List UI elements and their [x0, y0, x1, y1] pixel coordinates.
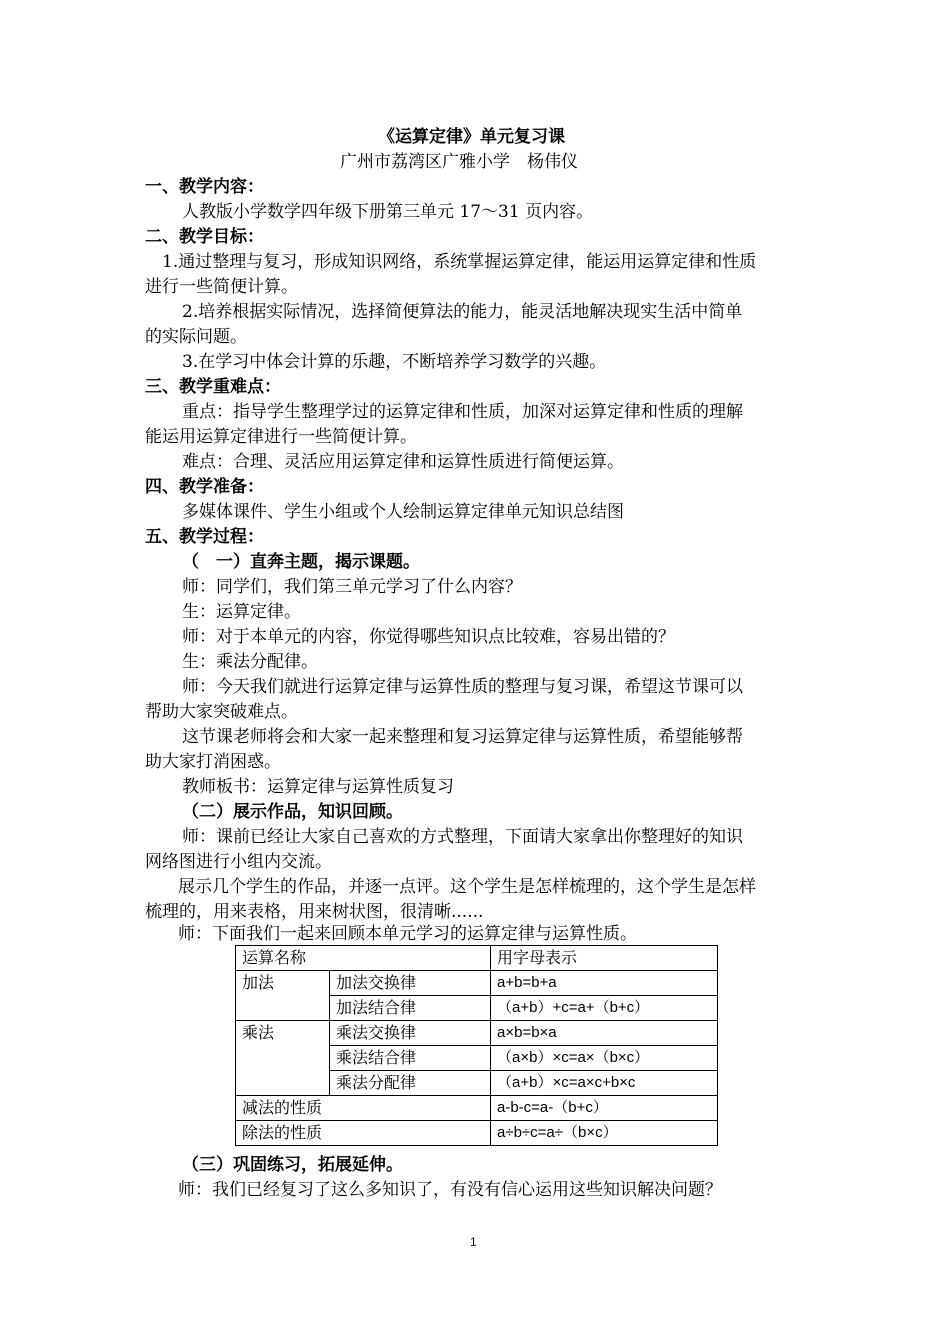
dialogue-11: 师：我们已经复习了这么多知识了，有没有信心运用这些知识解决问题？	[178, 1180, 722, 1200]
table-cell-formula: （a+b）×c=a×c+b×c	[491, 1071, 718, 1096]
part-3-heading: （三）巩固练习，拓展延伸。	[182, 1155, 403, 1175]
dialogue-10: 师：下面我们一起来回顾本单元学习的运算定律与运算性质。	[178, 924, 637, 944]
dialogue-6-line-1: 这节课老师将会和大家一起来整理和复习运算定律与运算性质，希望能够帮	[182, 727, 743, 747]
table-group-addition: 加法	[236, 971, 330, 1021]
section-heading-content: 一、教学内容：	[145, 177, 264, 197]
content-text: 人教版小学数学四年级下册第三单元 17～31 页内容。	[182, 202, 594, 222]
table-row	[236, 946, 718, 971]
table-cell-name: 加法结合律	[330, 996, 491, 1021]
table-cell-name: 乘法交换律	[330, 1021, 491, 1046]
table-cell-name: 乘法分配律	[330, 1071, 491, 1096]
part-2-heading: （二）展示作品，知识回顾。	[182, 802, 403, 822]
page-number: 1	[470, 1235, 477, 1249]
dialogue-3: 师：对于本单元的内容，你觉得哪些知识点比较难，容易出错的？	[182, 627, 675, 647]
section-heading-preparation: 四、教学准备：	[145, 477, 264, 497]
key-point-line-2: 能运用运算定律进行一些简便计算。	[145, 427, 417, 447]
dialogue-8-line-1: 师：课前已经让大家自己喜欢的方式整理，下面请大家拿出你整理好的知识	[182, 827, 743, 847]
goal-1-line-2: 进行一些简便计算。	[145, 277, 298, 297]
table-header-name: 运算名称	[236, 946, 491, 971]
section-heading-key-points: 三、教学重难点：	[145, 377, 281, 397]
difficult-point: 难点：合理、灵活应用运算定律和运算性质进行简便运算。	[182, 452, 624, 472]
dialogue-8-line-2: 网络图进行小组内交流。	[145, 852, 332, 872]
table-row	[236, 1121, 718, 1146]
table-cell-formula: a+b=b+a	[491, 971, 718, 996]
key-point-line-1: 重点：指导学生整理学过的运算定律和性质，加深对运算定律和性质的理解	[182, 402, 743, 422]
dialogue-6-line-2: 助大家打消困惑。	[145, 752, 281, 772]
dialogue-5-line-2: 帮助大家突破难点。	[145, 702, 298, 722]
table-cell-name: 乘法结合律	[330, 1046, 491, 1071]
goal-2-line-2: 的实际问题。	[145, 327, 247, 347]
dialogue-9-line-1: 展示几个学生的作品，并逐一点评。这个学生是怎样梳理的，这个学生是怎样	[178, 877, 756, 897]
table-header-formula: 用字母表示	[491, 946, 718, 971]
dialogue-2: 生：运算定律。	[182, 602, 301, 622]
table-cell-formula: a-b-c=a-（b+c）	[491, 1096, 718, 1121]
doc-title: 《运算定律》单元复习课	[378, 127, 565, 147]
preparation-text: 多媒体课件、学生小组或个人绘制运算定律单元知识总结图	[182, 502, 624, 522]
section-heading-goals: 二、教学目标：	[145, 227, 264, 247]
table-cell-name: 加法交换律	[330, 971, 491, 996]
table-cell-name: 减法的性质	[236, 1096, 491, 1121]
author-line: 广州市荔湾区广雅小学 杨伟仪	[340, 152, 578, 172]
blackboard-note: 教师板书：运算定律与运算性质复习	[182, 777, 454, 797]
goal-1-line-1: 1.通过整理与复习，形成知识网络，系统掌握运算定律，能运用运算定律和性质	[162, 252, 757, 272]
section-heading-process: 五、教学过程：	[145, 527, 264, 547]
table-row	[236, 971, 718, 996]
table-row	[236, 1096, 718, 1121]
laws-summary-table	[235, 945, 718, 1146]
table-cell-formula: a÷b÷c=a÷（b×c）	[491, 1121, 718, 1146]
table-cell-name: 除法的性质	[236, 1121, 491, 1146]
goal-3: 3.在学习中体会计算的乐趣，不断培养学习数学的兴趣。	[182, 352, 607, 372]
part-1-heading: （ 一）直奔主题，揭示课题。	[182, 552, 420, 572]
table-group-multiplication: 乘法	[236, 1021, 330, 1096]
dialogue-9-line-2: 梳理的，用来表格，用来树状图，很清晰......	[145, 902, 484, 922]
table-cell-formula: （a+b）+c=a+（b+c）	[491, 996, 718, 1021]
dialogue-5-line-1: 师：今天我们就进行运算定律与运算性质的整理与复习课，希望这节课可以	[182, 677, 743, 697]
table-cell-formula: a×b=b×a	[491, 1021, 718, 1046]
table-cell-formula: （a×b）×c=a×（b×c）	[491, 1046, 718, 1071]
table-row	[236, 1021, 718, 1046]
dialogue-1: 师：同学们，我们第三单元学习了什么内容？	[182, 577, 522, 597]
goal-2-line-1: 2.培养根据实际情况，选择简便算法的能力，能灵活地解决现实生活中简单	[182, 302, 743, 322]
dialogue-4: 生：乘法分配律。	[182, 652, 318, 672]
